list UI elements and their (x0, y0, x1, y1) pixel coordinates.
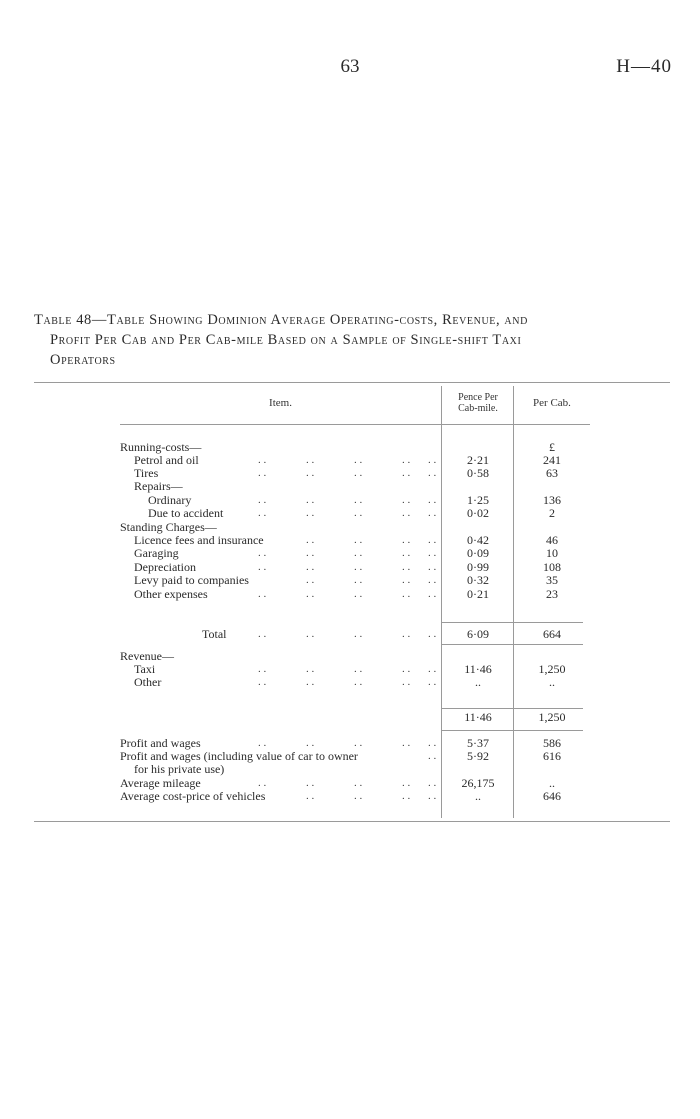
row-per-cab: 136 (543, 493, 561, 507)
row-pence-per-cab-mile: 0·58 (467, 466, 489, 480)
table-row: Depreciation 0·99 108 . . . . . . . . . . (120, 561, 590, 574)
header-pence-per-cab-mile (443, 392, 513, 414)
row-pence-per-cab-mile: 0·42 (467, 533, 489, 547)
row-per-cab: 108 (543, 560, 561, 574)
row-per-cab: 1,250 (538, 710, 566, 724)
caption-line-2: Profit Per Cab and Per Cab-mile Based on a Sample of Single-shift Taxi (50, 332, 522, 348)
table-row: Tires 0·58 63 . . . . . . . . . . (120, 467, 590, 480)
table-row: Garaging 0·09 10 . . . . . . . . . . (120, 547, 590, 560)
row-pence-per-cab-mile: 0·21 (467, 587, 489, 601)
row-pence-per-cab-mile: 2·21 (467, 453, 489, 467)
document-reference: H—40 (616, 56, 672, 77)
header-rule (120, 424, 590, 425)
row-per-cab: 63 (546, 466, 558, 480)
currency-symbol: £ (549, 440, 555, 454)
header-pence-line-2: Cab-mile. (458, 403, 498, 414)
row-label: Taxi (134, 662, 156, 676)
row-label: Running-costs— (120, 440, 202, 454)
row-label: Ordinary (148, 493, 192, 507)
row-pence-per-cab-mile: 6·09 (467, 627, 489, 641)
row-per-cab: 35 (546, 573, 558, 587)
table-row (120, 711, 590, 724)
row-per-cab: 46 (546, 533, 558, 547)
row-label: Due to accident (148, 506, 224, 520)
header-pence-line-1: Pence Per (458, 392, 498, 403)
row-pence-per-cab-mile: 0·32 (467, 573, 489, 587)
row-label: Total (202, 627, 227, 641)
row-pence-per-cab-mile: 26,175 (461, 776, 495, 790)
table-row: Average cost-price of vehicles .. 646 . . . . . . . . (120, 790, 590, 803)
revenue-bottom-rule (441, 730, 583, 731)
table-row (120, 480, 590, 493)
header-item: Item. (269, 397, 292, 409)
row-label: Garaging (134, 546, 179, 560)
row-pence-per-cab-mile: 11·46 (464, 662, 492, 676)
row-per-cab: .. (549, 675, 555, 689)
table-bottom-rule (34, 821, 670, 822)
table-row (120, 763, 590, 776)
caption-line-3: Operators (50, 352, 116, 368)
row-label: Profit and wages (including value of car to owner (120, 749, 358, 763)
table-row: Ordinary 1·25 136 . . . . . . . . . . (120, 494, 590, 507)
row-per-cab: 616 (543, 749, 561, 763)
row-label: Petrol and oil (134, 453, 199, 467)
table-row: Profit and wages (including value of car to owner 5·92 616 . . (120, 750, 590, 763)
total-rule (441, 622, 583, 623)
revenue-rule (441, 708, 583, 709)
row-pence-per-cab-mile: 5·37 (467, 736, 489, 750)
table-top-rule (34, 382, 670, 383)
row-per-cab: 23 (546, 587, 558, 601)
row-label: Standing Charges— (120, 520, 217, 534)
row-label: Average mileage (120, 776, 201, 790)
table-row: Petrol and oil 2·21 241 . . . . . . . . . . (120, 454, 590, 467)
table-row: Licence fees and insurance 0·42 46 . . . . . . . . (120, 534, 590, 547)
row-label: Other expenses (134, 587, 208, 601)
header-per-cab: Per Cab. (533, 397, 571, 409)
row-label: Profit and wages (120, 736, 201, 750)
caption-line-1: Table 48—Table Showing Dominion Average Operating-costs, Revenue, and (34, 312, 528, 328)
row-pence-per-cab-mile: 0·09 (467, 546, 489, 560)
row-per-cab: 2 (549, 506, 555, 520)
row-label: Levy paid to companies (134, 573, 249, 587)
table-row: Profit and wages 5·37 586 . . . . . . . . . . (120, 737, 590, 750)
row-per-cab: 664 (543, 627, 561, 641)
table-row: Average mileage 26,175 .. . . . . . . . . . . (120, 777, 590, 790)
row-pence-per-cab-mile: 0·02 (467, 506, 489, 520)
row-label: Revenue— (120, 649, 174, 663)
table-caption (34, 310, 670, 370)
row-label: Depreciation (134, 560, 196, 574)
row-label: Repairs— (134, 479, 183, 493)
row-label: for his private use) (134, 762, 225, 776)
row-per-cab: 10 (546, 546, 558, 560)
table-row: Other expenses 0·21 23 . . . . . . . . . . (120, 588, 590, 601)
page-number: 63 (340, 56, 360, 77)
table-row: Other .. .. . . . . . . . . . . (120, 676, 590, 689)
row-pence-per-cab-mile: .. (475, 675, 481, 689)
row-per-cab: 1,250 (538, 662, 566, 676)
row-per-cab: 646 (543, 789, 561, 803)
row-per-cab: .. (549, 776, 555, 790)
table-row (120, 650, 590, 663)
row-pence-per-cab-mile: .. (475, 789, 481, 803)
table-row: Taxi 11·46 1,250 . . . . . . . . . . (120, 663, 590, 676)
table-row: Total 6·09 664 . . . . . . . . . . (120, 628, 590, 641)
row-label: Average cost-price of vehicles (120, 789, 266, 803)
total-bottom-rule (441, 644, 583, 645)
row-pence-per-cab-mile: 1·25 (467, 493, 489, 507)
row-label: Tires (134, 466, 159, 480)
row-pence-per-cab-mile: 0·99 (467, 560, 489, 574)
row-per-cab: 241 (543, 453, 561, 467)
table-row: Levy paid to companies 0·32 35 . . . . . . . . (120, 574, 590, 587)
row-pence-per-cab-mile: 11·46 (464, 710, 492, 724)
row-pence-per-cab-mile: 5·92 (467, 749, 489, 763)
row-per-cab: 586 (543, 736, 561, 750)
row-label: Other (134, 675, 162, 689)
table-row: Due to accident 0·02 2 . . . . . . . . . . (120, 507, 590, 520)
row-label: Licence fees and insurance (134, 533, 264, 547)
